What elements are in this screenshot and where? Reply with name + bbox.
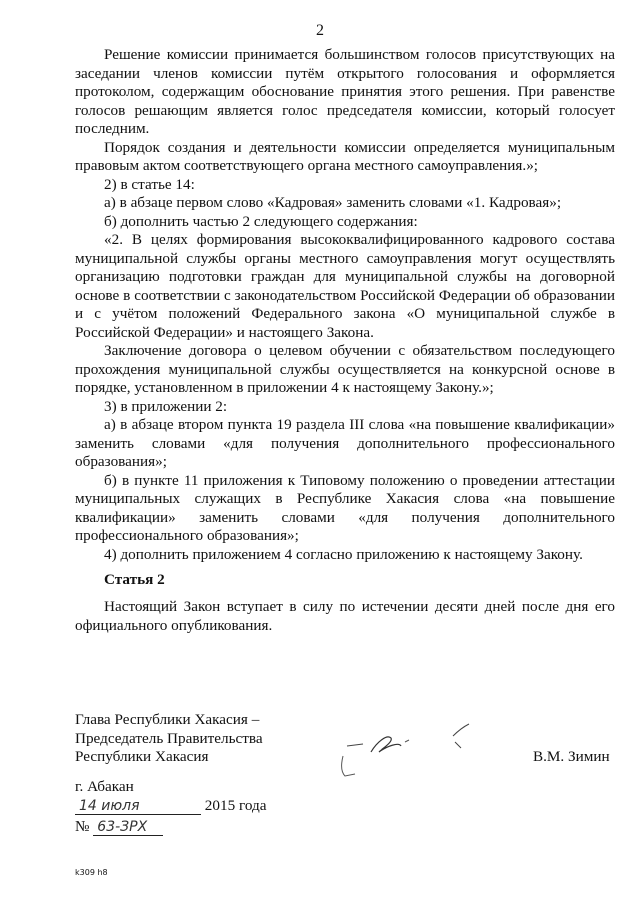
article-body (75, 598, 615, 635)
signatory-line: Председатель Правительства (75, 729, 263, 747)
article-heading: Статья 2 (104, 571, 165, 588)
number-sign: № (75, 818, 90, 835)
place-of-signing: г. Абакан (75, 778, 134, 795)
paragraph: б) дополнить частью 2 следующего содержания: (104, 212, 418, 230)
paragraph: 4) дополнить приложением 4 согласно приложению к настоящему Закону. (104, 545, 583, 563)
signatory-line: Республики Хакасия (75, 748, 209, 765)
signatory-line: Глава Республики Хакасия – (75, 711, 260, 728)
document-code: k309 h8 (75, 868, 108, 877)
law-number (75, 818, 163, 836)
article-paragraph: Настоящий Закон вступает в силу по истечении десяти дней после дня его официального опубликования. (75, 598, 615, 634)
paragraph: а) в абзаце первом слово «Кадровая» заменить словами «1. Кадровая»; (104, 194, 562, 211)
law-body (75, 46, 615, 564)
handwritten-date: 14 июля (75, 798, 201, 815)
paragraph: 3) в приложении 2: (104, 397, 228, 415)
paragraph: б) в пункте 11 приложения к Типовому положению о проведении аттестации муниципальных служащих в Республике Хакасия слова «на повышение квалификации» заменить словами «для получения дополнительного профессионального образования»; (75, 471, 615, 544)
paragraph: Порядок создания и деятельности комиссии определяется муниципальным правовым актом соответствующего органа местного самоуправления.»; (75, 138, 615, 174)
signing-date (75, 797, 266, 815)
paragraph: Решение комиссии принимается большинством голосов присутствующих на заседании членов комиссии путём открытого голосования и оформляется протоколом, содержащим обоснование принятия этого решения. При равенстве голосов решающим является голос председателя комиссии, который голосует последним. (75, 46, 615, 137)
paragraph: а) в абзаце втором пункта 19 раздела III слова «на повышение квалификации» заменить словами «для получения дополнительного профессионального образования»; (75, 416, 615, 470)
paragraph: «2. В целях формирования высококвалифицированного кадрового состава муниципальной службы органы местного самоуправления могут осуществлять организацию подготовки граждан для муниципальной службы на договорной основе в соответствии с законодательством Российской Федерации об образовании и с учётом положений Федерального закона «О муниципальной службе в Российской Федерации» и настоящего Закона. (75, 231, 615, 341)
handwritten-signature (335, 712, 495, 782)
page-number: 2 (316, 22, 324, 39)
date-year: 2015 года (204, 797, 267, 814)
signer-name: В.М. Зимин (533, 748, 610, 765)
paragraph: Заключение договора о целевом обучении с обязательством последующего прохождения муниципальной службы осуществляется на конкурсной основе в порядке, установленном в приложении 4 к настоящему Закону.»; (75, 342, 615, 396)
signatory-title (75, 711, 263, 767)
paragraph: 2) в статье 14: (104, 175, 195, 193)
handwritten-number: 63-ЗРХ (93, 819, 163, 836)
